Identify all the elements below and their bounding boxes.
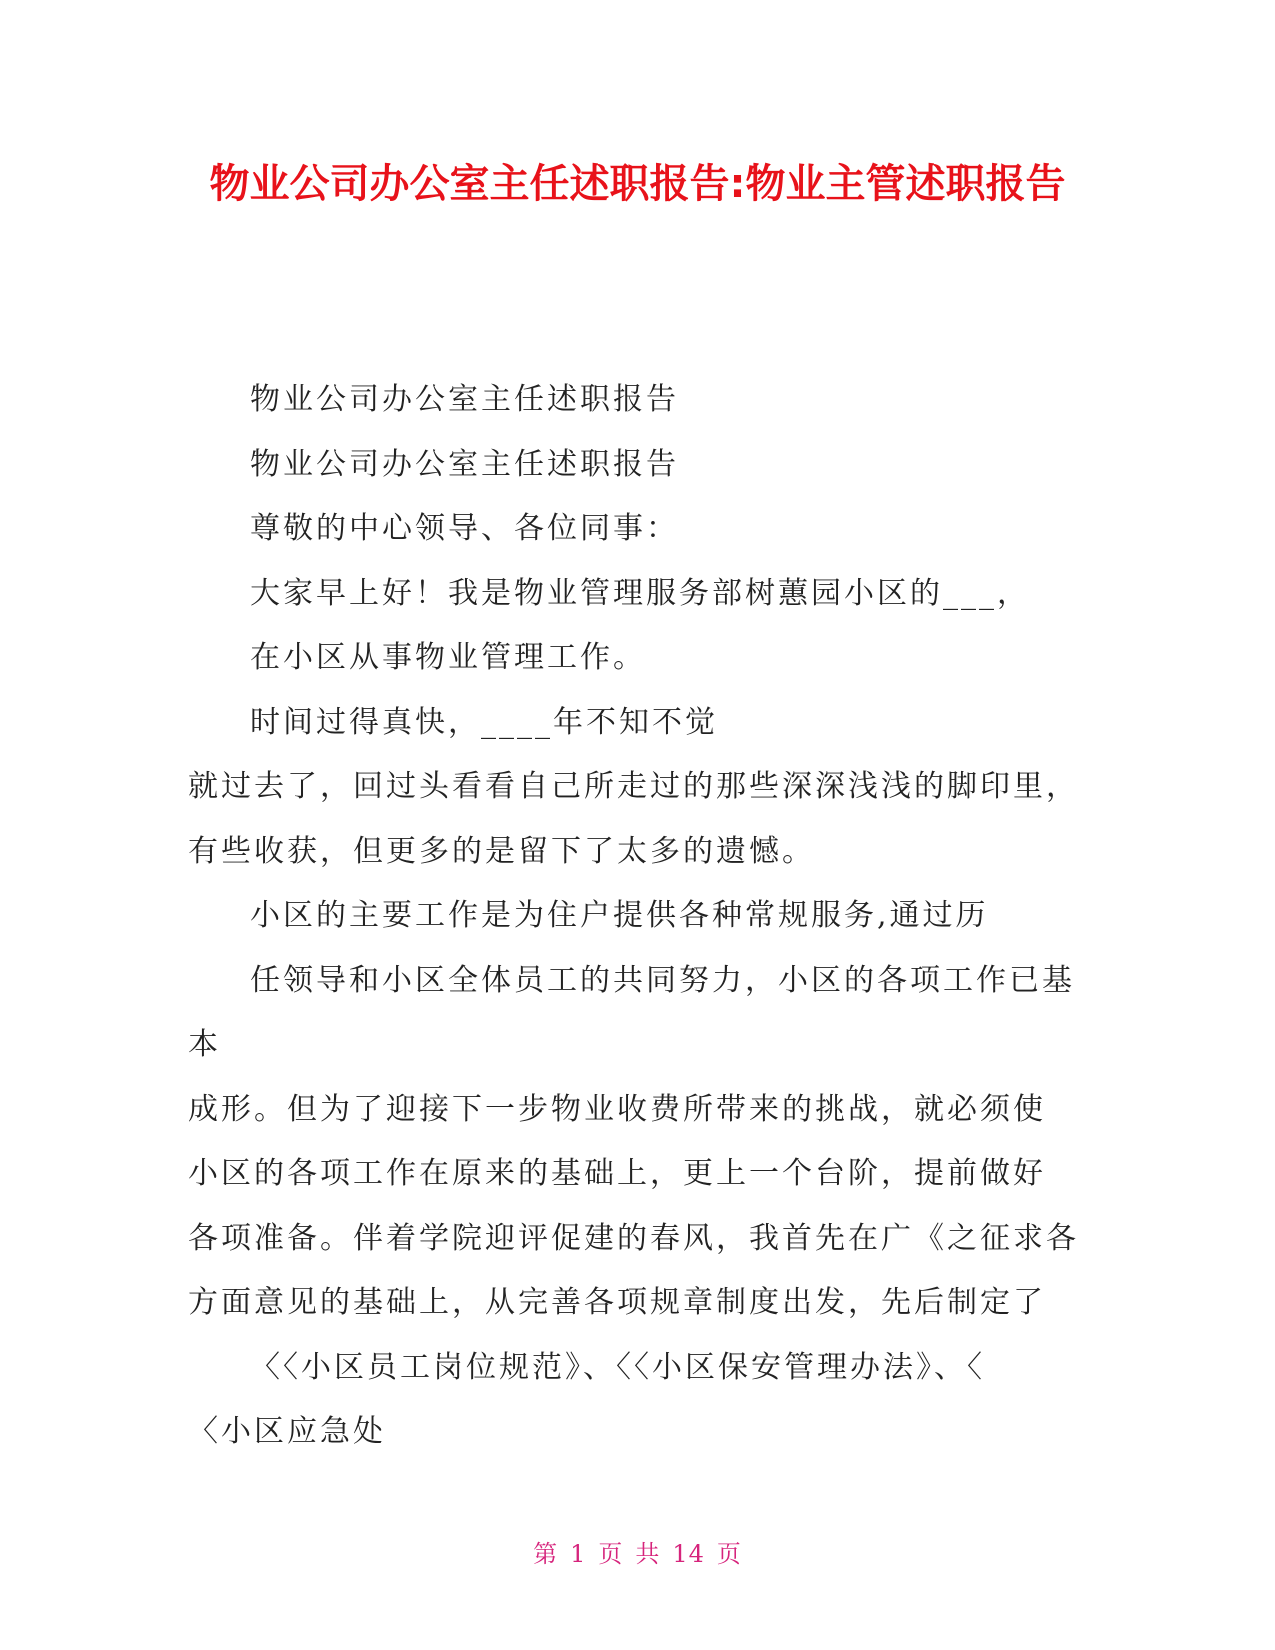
document-body <box>188 368 1088 1465</box>
paragraph-line: 尊敬的中心领导、各位同事： <box>250 511 679 546</box>
paragraph-line: 物业公司办公室主任述职报告 <box>250 446 679 482</box>
page-footer <box>0 1534 1275 1569</box>
paragraph-line: 小区的主要工作是为住户提供各种常规服务,通过历 <box>250 898 989 933</box>
paragraph-line: 各项准备。伴着学院迎评促建的春风，我首先在广《之征求各 <box>188 1220 1079 1256</box>
paragraph-line: 小区的各项工作在原来的基础上，更上一个台阶，提前做好 <box>188 1156 1046 1191</box>
footer-total-pages: 14 <box>672 1540 705 1568</box>
paragraph-line: 本 <box>188 1027 221 1062</box>
paragraph-line: 大家早上好！我是物业管理服务部树蕙园小区的___， <box>250 575 1030 611</box>
paragraph-line: 时间过得真快，____年不知不觉 <box>250 704 718 740</box>
paragraph-line: 物业公司办公室主任述职报告 <box>250 382 679 417</box>
paragraph-line: 任领导和小区全体员工的共同努力，小区的各项工作已基 <box>250 962 1075 998</box>
paragraph-line: 〈小区应急处 <box>188 1414 386 1449</box>
footer-page-unit: 页 <box>598 1540 624 1568</box>
paragraph-line: 〈〈小区员工岗位规范》、〈〈小区保安管理办法》、〈 <box>250 1349 985 1385</box>
paragraph-line: 就过去了，回过头看看自己所走过的那些深深浅浅的脚印里， <box>188 769 1079 804</box>
paragraph-line: 有些收获，但更多的是留下了太多的遗憾。 <box>188 833 815 869</box>
footer-total-unit: 页 <box>716 1540 742 1568</box>
footer-current-page: 1 <box>570 1540 587 1568</box>
paragraph-line: 在小区从事物业管理工作。 <box>250 640 646 675</box>
footer-total-label: 共 <box>635 1540 661 1568</box>
page-title: 物业公司办公室主任述职报告:物业主管述职报告 <box>209 161 1066 207</box>
paragraph-line: 方面意见的基础上，从完善各项规章制度出发，先后制定了 <box>188 1285 1046 1320</box>
footer-prefix: 第 <box>533 1540 559 1568</box>
paragraph-line: 成形。但为了迎接下一步物业收费所带来的挑战，就必须使 <box>188 1091 1046 1127</box>
